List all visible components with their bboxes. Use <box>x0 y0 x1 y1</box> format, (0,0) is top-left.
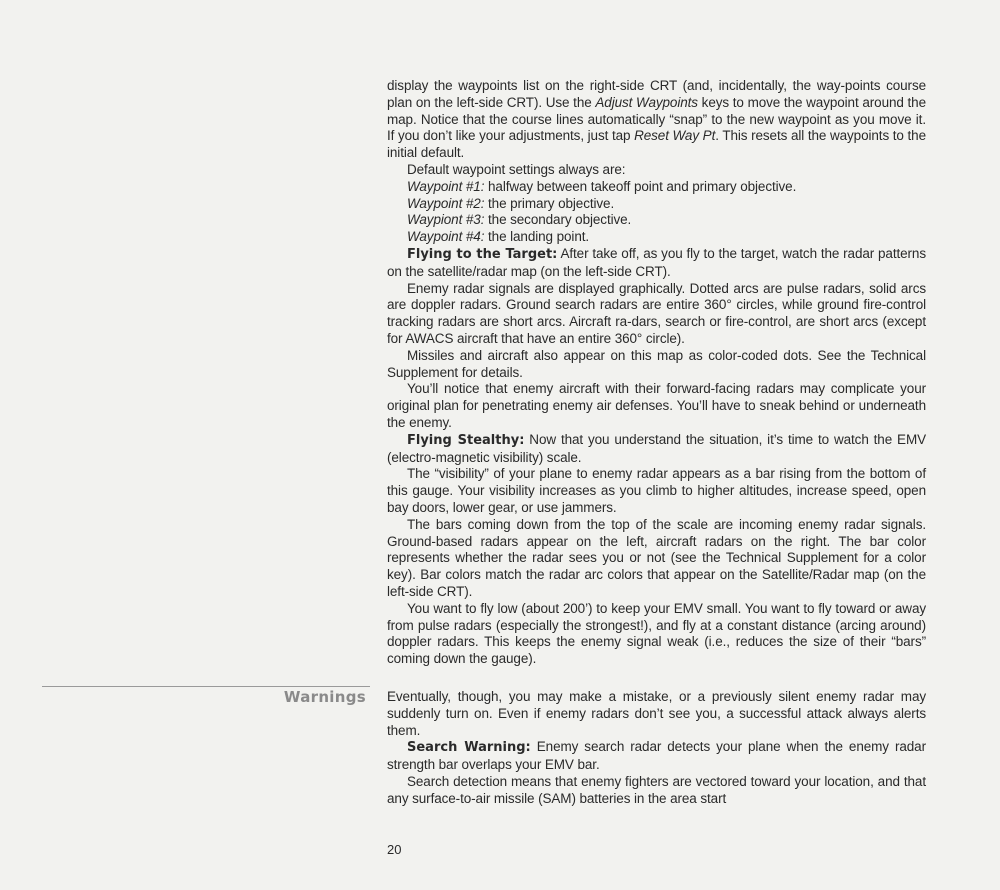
waypoint-label: Waypoint #1: <box>407 178 485 194</box>
waypoint-2-line <box>387 196 926 213</box>
waypoint-text: the secondary objective. <box>484 212 632 228</box>
text-run: After take off, as you fly to the target, watch the radar patterns on the satellite/radar map (on the left-side CRT). <box>387 245 926 279</box>
paragraph-flying-stealthy <box>387 432 926 467</box>
text-run: Enemy search radar detects your plane when the enemy radar strength bar overlaps your EMV bar. <box>387 739 926 773</box>
waypoint-label: Waypoint #2: <box>407 195 485 211</box>
waypoint-4-line <box>387 229 926 246</box>
paragraph-fly-low: You want to fly low (about 200’) to keep your EMV small. You want to fly toward or away from pulse radars (especially the strongest!), and fly at a constant distance (arcing around) doppler radars. This keeps the enemy signal weak (i.e., reduces the size of their “bars” coming down the gauge). <box>387 600 926 667</box>
text-run: display the waypoints list on the right-side CRT (and, incidentally, the way-points course plan on the left-side CRT). Use the <box>387 78 926 110</box>
section-divider <box>42 686 370 687</box>
waypoint-label: Waypiont #3: <box>407 212 485 228</box>
paragraph-search-detection: Search detection means that enemy fighters are vectored toward your location, and that any surface-to-air missile (SAM) batteries in the area start <box>387 773 926 806</box>
key-name-adjust-waypoints: Adjust Waypoints <box>595 94 698 110</box>
waypoint-label: Waypoint #4: <box>407 229 485 245</box>
paragraph-notice: You’ll notice that enemy aircraft with their forward-facing radars may complicate your original plan for penetrating enemy air defenses. You’ll have to sneak behind or underneath the enemy. <box>387 381 926 430</box>
page-number: 20 <box>387 842 402 857</box>
main-text-column <box>387 78 926 668</box>
key-name-reset-way-pt: Reset Way Pt <box>634 128 716 144</box>
paragraph-warnings-intro: Eventually, though, you may make a mistake, or a previously silent enemy radar may suddenly turn on. Even if enemy radars don’t see you, a successful attack always alerts them. <box>387 689 926 738</box>
section-heading-warnings: Warnings <box>283 688 366 706</box>
paragraph-missiles: Missiles and aircraft also appear on this map as color-coded dots. See the Technical Supplement for details. <box>387 347 926 380</box>
waypoint-text: the primary objective. <box>484 195 615 211</box>
run-in-heading: Flying Stealthy: <box>407 432 525 448</box>
paragraph-flying-to-target <box>387 246 926 281</box>
run-in-heading: Flying to the Target: <box>407 246 558 262</box>
text-run: keys to move the waypoint around the map. Notice that the course lines automatically “snap” to the new waypoint as you move it. If you don’t like your adjustments, just tap <box>387 94 926 144</box>
text-run: Now that you understand the situation, it’s time to watch the EMV (electro-magnetic visibility) scale. <box>387 431 926 465</box>
text-run: . This resets all the waypoints to the initial default. <box>387 128 926 161</box>
run-in-heading: Search Warning: <box>407 740 531 756</box>
waypoint-text: the landing point. <box>484 229 590 245</box>
waypoint-1-line <box>387 179 926 196</box>
waypoint-3-line <box>387 212 926 229</box>
paragraph-bars: The bars coming down from the top of the scale are incoming enemy radar signals. Ground-based radars appear on the left, aircraft radars on the right. The bar color represents whether the radar sees you or not (see the Technical Supplement for a color key). Bar colors match the radar arc colors that appear on the Satellite/Radar map (on the left-side CRT). <box>387 516 926 599</box>
paragraph-search-warning <box>387 739 926 774</box>
paragraph-waypoints-list <box>387 78 926 162</box>
paragraph-default-settings: Default waypoint settings always are: <box>407 161 626 177</box>
paragraph-visibility: The “visibility” of your plane to enemy radar appears as a bar rising from the bottom of this gauge. Your visibility increases as you climb to higher altitudes, increase speed, open bay doors, lower gear, or use jammers. <box>387 466 926 515</box>
warnings-text-column <box>387 689 926 808</box>
paragraph-enemy-radar: Enemy radar signals are displayed graphically. Dotted arcs are pulse radars, solid arcs are doppler radars. Ground search radars are entire 360° circles, while ground fire-control tracking radars are short arcs. Aircraft ra-dars, search or fire-control, are short arcs (except for AWACS aircraft that have an entire 360° circle). <box>387 280 926 346</box>
waypoint-text: halfway between takeoff point and primary objective. <box>484 178 797 194</box>
